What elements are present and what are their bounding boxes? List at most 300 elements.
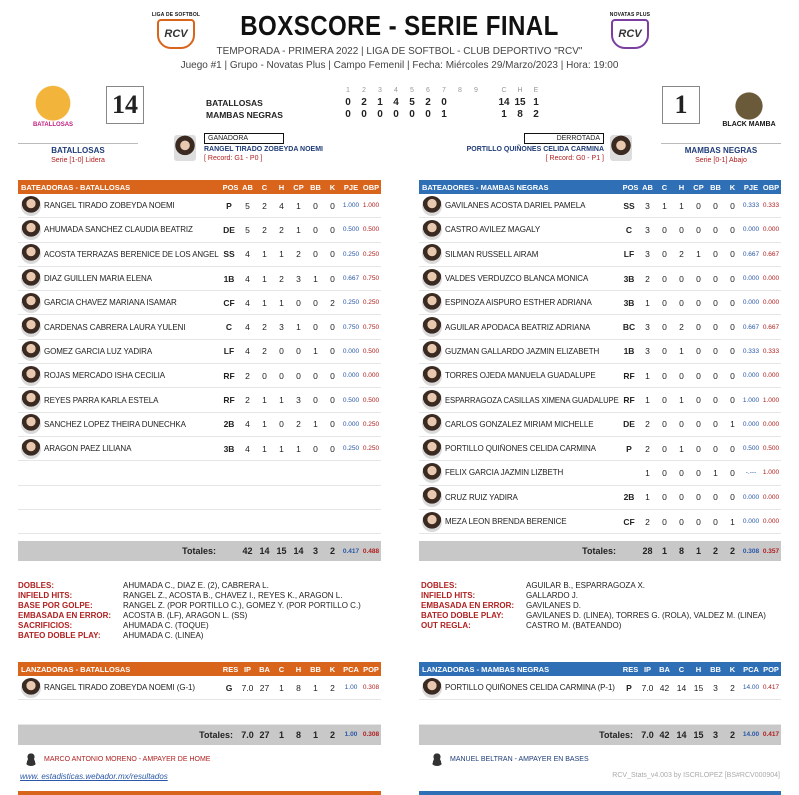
player-avatar <box>21 678 41 698</box>
stat-ab: 4 <box>245 322 250 333</box>
col-header: CP <box>693 182 704 192</box>
stat-ab: 2 <box>645 273 650 284</box>
stat-ab: 2 <box>645 443 650 454</box>
umpire-icon <box>430 752 444 766</box>
total-ba: 27 <box>259 729 270 740</box>
stat-pos: 3B <box>623 273 635 284</box>
stat-h: 0 <box>279 419 284 430</box>
rhe-e: 2 <box>533 109 539 120</box>
player-photo <box>419 317 445 337</box>
table-row <box>18 218 381 242</box>
stat-ab: 3 <box>645 322 650 333</box>
stat-k: 0 <box>330 322 335 333</box>
stat-c: 1 <box>262 273 267 284</box>
home-innings <box>340 109 544 121</box>
version-text: RCV_Stats_v4.003 by ISCRLOPEZ [BS#RCV000904] <box>612 772 780 779</box>
stat-pje: 0.250 <box>342 250 360 258</box>
inning-runs: 2 <box>361 97 367 108</box>
stat-obp: 0.500 <box>362 396 380 404</box>
stat-h: 1 <box>279 249 284 260</box>
empty-row <box>18 486 381 510</box>
stat-h: 0 <box>679 492 684 503</box>
note-line <box>18 581 381 591</box>
col-header: POP <box>363 664 379 674</box>
black-mamba-logo-icon <box>718 82 780 130</box>
stat-res: G <box>225 682 233 693</box>
player-name: GOMEZ GARCIA LUZ YADIRA <box>44 346 153 356</box>
stat-bb: 0 <box>313 224 318 235</box>
stat-pje: 1.000 <box>342 202 360 210</box>
stat-k: 1 <box>730 516 735 527</box>
player-name: GAVILANES ACOSTA DARIEL PAMELA <box>445 201 586 211</box>
stat-obp: 0.000 <box>762 226 780 234</box>
total-pca: 14.00 <box>742 731 760 739</box>
pitching-title: LANZADORAS - BATALLOSAS <box>21 664 131 674</box>
stat-cp: 0 <box>696 492 701 503</box>
stat-h: 1 <box>279 443 284 454</box>
col-header: H <box>695 664 702 674</box>
player-avatar <box>422 317 442 337</box>
game-info-line: Juego #1 | Grupo - Novatas Plus | Campo Femenil | Fecha: Miércoles 29/Marzo/2023 | Hora: 19:00 <box>180 60 619 71</box>
player-name: ESPARRAGOZA CASILLAS XIMENA GUADALUPE <box>445 395 619 405</box>
player-name: GUZMAN GALLARDO JAZMIN ELIZABETH <box>445 346 600 356</box>
stat-cp: 0 <box>696 224 701 235</box>
totals-label: Totales: <box>182 546 216 557</box>
stat-cp: 0 <box>696 273 701 284</box>
stat-obp: 1.000 <box>762 469 780 477</box>
total-cp: 1 <box>695 546 701 557</box>
player-name: SILMAN RUSSELL AIRAM <box>445 249 539 259</box>
col-header: H <box>278 182 285 192</box>
stat-obp: 0.750 <box>362 275 380 283</box>
stat-c: 0 <box>662 492 667 503</box>
stat-pje: 0.000 <box>742 299 760 307</box>
note-key: EMBASADA EN ERROR: <box>421 601 515 610</box>
stat-cp: 0 <box>296 297 301 308</box>
player-photo <box>419 269 445 289</box>
stat-bb: 0 <box>713 370 718 381</box>
inning-number: 5 <box>410 87 414 94</box>
results-link[interactable]: www. estadisticas.webador.mx/resultados <box>20 772 168 781</box>
player-photo <box>18 414 44 434</box>
stat-bb: 0 <box>313 297 318 308</box>
batting-totals <box>18 541 381 561</box>
stat-bb: 0 <box>713 516 718 527</box>
pitching-table-left <box>18 662 381 745</box>
batting-title: BATEADORAS - BATALLOSAS <box>21 182 131 192</box>
stat-obp: 0.250 <box>362 445 380 453</box>
stat-pos: P <box>626 443 632 454</box>
logo-text-2: RCV <box>618 28 642 40</box>
player-avatar <box>21 341 41 361</box>
stat-ab: 2 <box>245 395 250 406</box>
total-h: 15 <box>693 729 704 740</box>
stat-c: 0 <box>662 370 667 381</box>
stat-res: P <box>626 682 632 693</box>
stat-pje: 0.333 <box>742 202 760 210</box>
innings-header <box>340 87 544 94</box>
col-header: BA <box>659 664 670 674</box>
note-value: GAVILANES D. (LINEA), TORRES G. (ROLA), VALDEZ M. (LINEA) <box>526 611 766 620</box>
player-avatar <box>422 414 442 434</box>
stat-bb: 1 <box>313 682 318 693</box>
stat-obp: 0.000 <box>362 372 380 380</box>
inning-number: 2 <box>362 87 366 94</box>
stat-c: 0 <box>662 467 667 478</box>
stat-c: 0 <box>662 249 667 260</box>
pitching-header <box>419 662 781 676</box>
total-pje: 0.417 <box>342 547 360 555</box>
stat-h: 1 <box>679 443 684 454</box>
stat-cp: 1 <box>696 249 701 260</box>
stat-pje: 0.000 <box>742 493 760 501</box>
note-key: BASE POR GOLPE: <box>18 601 93 610</box>
stat-obp: 0.333 <box>762 202 780 210</box>
total-bb: 2 <box>712 546 718 557</box>
stat-ab: 1 <box>645 492 650 503</box>
stat-cp: 0 <box>696 322 701 333</box>
col-header: K <box>329 664 336 674</box>
player-avatar <box>422 463 442 483</box>
player-photo <box>419 196 445 216</box>
stat-c: 0 <box>262 370 267 381</box>
note-value: RANGEL Z. (POR PORTILLO C.), GOMEZ Y. (POR PORTILLO C.) <box>123 601 361 610</box>
season-line: TEMPORADA - PRIMERA 2022 | LIGA DE SOFTBOL - CLUB DEPORTIVO "RCV" <box>216 46 583 57</box>
stat-ab: 1 <box>645 370 650 381</box>
stat-ab: 4 <box>245 419 250 430</box>
stat-ab: 4 <box>245 443 250 454</box>
col-header: PCA <box>743 664 759 674</box>
stat-obp: 0.000 <box>762 299 780 307</box>
stat-obp: 0.500 <box>362 347 380 355</box>
stat-pje: 0.000 <box>342 347 360 355</box>
stat-pos: RF <box>223 370 235 381</box>
stat-c: 0 <box>662 346 667 357</box>
total-c: 1 <box>278 729 284 740</box>
winner-photo <box>174 135 196 161</box>
inning-number: 8 <box>458 87 462 94</box>
stat-h: 2 <box>679 249 684 260</box>
league-logo-caption: LIGA DE SOFTBOL <box>151 12 201 18</box>
col-header: IP <box>243 664 252 674</box>
player-photo <box>18 269 44 289</box>
player-name: ARAGON PAEZ LILIANA <box>44 444 132 454</box>
gap <box>18 534 381 541</box>
col-header: AB <box>242 182 253 192</box>
stat-pca: 1.00 <box>344 684 358 692</box>
inning-runs: 2 <box>425 97 431 108</box>
total-obp: 0.357 <box>762 547 780 555</box>
stat-k: 0 <box>730 297 735 308</box>
stat-h: 0 <box>679 467 684 478</box>
stat-k: 0 <box>330 370 335 381</box>
pitching-header <box>18 662 381 676</box>
stat-h: 8 <box>296 682 301 693</box>
player-name: RANGEL TIRADO ZOBEYDA NOEMI <box>44 201 175 211</box>
player-photo <box>419 366 445 386</box>
stat-obp: 0.250 <box>362 250 380 258</box>
stat-ab: 3 <box>645 224 650 235</box>
stat-k: 2 <box>330 297 335 308</box>
stat-pos: LF <box>623 249 635 260</box>
stat-ab: 1 <box>645 467 650 478</box>
stat-c: 1 <box>279 682 284 693</box>
stat-h: 0 <box>679 297 684 308</box>
empty-row <box>18 461 381 485</box>
player-name: REYES PARRA KARLA ESTELA <box>44 395 159 405</box>
inning-number: 4 <box>394 87 398 94</box>
left-team-name: BATALLOSAS <box>18 143 138 155</box>
batallosas-logo-icon <box>22 84 84 132</box>
stat-k: 0 <box>330 395 335 406</box>
stat-ab: 2 <box>645 419 650 430</box>
player-photo <box>419 463 445 483</box>
stat-pos: 1B <box>623 346 635 357</box>
umpire-icon <box>24 752 38 766</box>
stat-ab: 4 <box>245 273 250 284</box>
player-photo <box>419 487 445 507</box>
stat-pje: 0.000 <box>742 275 760 283</box>
rhe-e: 1 <box>533 97 539 108</box>
total-bb: 3 <box>312 546 318 557</box>
table-row <box>419 676 781 700</box>
col-header: BA <box>259 664 270 674</box>
stat-ab: 3 <box>645 249 650 260</box>
stat-c: 1 <box>262 395 267 406</box>
player-name: PORTILLO QUIÑONES CELIDA CARMINA <box>445 444 596 454</box>
stat-h: 1 <box>679 395 684 406</box>
stat-cp: 0 <box>696 297 701 308</box>
stat-obp: 0.667 <box>762 250 780 258</box>
total-h: 8 <box>295 729 301 740</box>
table-row <box>419 364 781 388</box>
note-line <box>421 601 781 611</box>
stat-pje: 0.667 <box>342 275 360 283</box>
stat-bb: 3 <box>713 682 718 693</box>
stat-c: 1 <box>262 443 267 454</box>
table-row <box>18 243 381 267</box>
table-row <box>18 291 381 315</box>
player-photo <box>18 220 44 240</box>
stat-pje: 0.250 <box>342 299 360 307</box>
note-value: AHUMADA C. (TOQUE) <box>123 621 209 630</box>
winner-record: [ Record: G1 - P0 ] <box>204 155 263 162</box>
rhe-h: 8 <box>517 109 523 120</box>
col-header: POS <box>222 182 239 192</box>
stat-k: 0 <box>330 273 335 284</box>
stat-bb: 0 <box>713 224 718 235</box>
left-team-series: Serie [1-0] Lidera <box>51 157 105 164</box>
stat-bb: 0 <box>713 273 718 284</box>
player-photo <box>18 244 44 264</box>
batting-title: BATEADORES - MAMBAS NEGRAS <box>422 182 549 192</box>
player-avatar <box>21 414 41 434</box>
total-bb: 1 <box>312 729 318 740</box>
table-row <box>419 315 781 339</box>
totals-label: Totales: <box>582 546 616 557</box>
stat-cp: 1 <box>296 322 301 333</box>
stat-pos: SS <box>223 249 235 260</box>
stat-pos: BC <box>622 322 636 333</box>
table-row <box>18 267 381 291</box>
note-value: GAVILANES D. <box>526 601 581 610</box>
stat-c: 0 <box>662 322 667 333</box>
player-avatar <box>422 293 442 313</box>
stat-k: 0 <box>330 224 335 235</box>
black-mamba-logo-text: BLACK MAMBA <box>722 84 776 128</box>
col-header: POS <box>622 182 639 192</box>
inning-runs: 0 <box>361 109 367 120</box>
page-title: BOXSCORE - SERIE FINAL <box>240 10 559 41</box>
table-row <box>419 218 781 242</box>
stat-pje: 0.250 <box>342 445 360 453</box>
stat-k: 0 <box>730 273 735 284</box>
stat-c: 1 <box>262 419 267 430</box>
note-line <box>18 621 381 631</box>
rhe-c: 1 <box>501 109 507 120</box>
stat-pje: 0.667 <box>742 323 760 331</box>
stat-obp: 0.750 <box>362 323 380 331</box>
stat-ab: 3 <box>645 346 650 357</box>
note-key: INFIELD HITS: <box>18 591 73 600</box>
table-row <box>419 437 781 461</box>
player-name: CARDENAS CABRERA LAURA YULENI <box>44 322 186 332</box>
player-photo <box>18 341 44 361</box>
loser-label: DERROTADA <box>524 133 604 144</box>
stat-ba: 27 <box>259 682 270 693</box>
col-header: BB <box>310 182 321 192</box>
note-value: AHUMADA C. (LINEA) <box>123 631 204 640</box>
inning-runs: 0 <box>441 97 447 108</box>
note-key: EMBASADA EN ERROR: <box>18 611 112 620</box>
stat-ab: 1 <box>645 297 650 308</box>
stat-h: 2 <box>279 273 284 284</box>
right-team-name: MAMBAS NEGRAS <box>661 143 781 155</box>
batting-table-right <box>419 180 781 561</box>
player-photo <box>419 390 445 410</box>
pitching-totals <box>419 725 781 745</box>
batting-totals <box>419 541 781 561</box>
col-header: C <box>678 664 685 674</box>
stat-ab: 4 <box>245 297 250 308</box>
col-header: BB <box>310 664 321 674</box>
col-header: RES <box>222 664 239 674</box>
total-pop: 0.417 <box>762 731 780 739</box>
stat-cp: 2 <box>296 419 301 430</box>
stat-cp: 0 <box>296 346 301 357</box>
totals-label: Totales: <box>599 729 633 740</box>
stat-h: 2 <box>679 322 684 333</box>
rhe-label: H <box>517 87 523 94</box>
total-obp: 0.488 <box>362 547 380 555</box>
stat-ab: 5 <box>245 200 250 211</box>
stat-obp: 0.000 <box>762 420 780 428</box>
table-row <box>419 486 781 510</box>
stat-pje: 0.000 <box>342 372 360 380</box>
stat-obp: 0.333 <box>762 347 780 355</box>
stat-ab: 3 <box>645 200 650 211</box>
stat-bb: 0 <box>713 492 718 503</box>
stat-cp: 0 <box>696 200 701 211</box>
stat-pje: 0.000 <box>742 420 760 428</box>
scoreboard-team-names <box>206 97 283 121</box>
total-c: 1 <box>661 546 667 557</box>
inning-number: 1 <box>346 87 350 94</box>
stat-pos: 3B <box>223 443 235 454</box>
stat-k: 2 <box>330 682 335 693</box>
stat-cp: 0 <box>696 419 701 430</box>
table-row <box>419 340 781 364</box>
table-row <box>419 461 781 485</box>
player-avatar <box>21 293 41 313</box>
winner-label: GANADORA <box>204 133 284 144</box>
stat-cp: 1 <box>296 443 301 454</box>
player-photo <box>18 317 44 337</box>
stat-pop: 0.417 <box>762 684 780 692</box>
player-name: CASTRO AVILEZ MAGALY <box>445 225 541 235</box>
table-row <box>419 510 781 534</box>
total-ab: 42 <box>242 546 253 557</box>
stat-h: 0 <box>679 370 684 381</box>
player-avatar <box>422 220 442 240</box>
stat-pje: 0.333 <box>742 347 760 355</box>
col-header: K <box>729 182 736 192</box>
player-avatar <box>21 269 41 289</box>
col-header: AB <box>642 182 653 192</box>
totals-label: Totales: <box>199 729 233 740</box>
stat-c: 0 <box>662 224 667 235</box>
total-ab: 28 <box>642 546 653 557</box>
player-photo <box>419 414 445 434</box>
stat-obp: 0.667 <box>762 323 780 331</box>
inning-runs: 0 <box>425 109 431 120</box>
total-k: 2 <box>729 729 735 740</box>
stat-bb: 0 <box>313 370 318 381</box>
player-name: VALDES VERDUZCO BLANCA MONICA <box>445 274 589 284</box>
note-value: RANGEL Z., ACOSTA B., CHAVEZ I., REYES K., ARAGON L. <box>123 591 343 600</box>
player-name: MEZA LEON BRENDA BERENICE <box>445 517 567 526</box>
player-avatar <box>422 244 442 264</box>
stat-bb: 0 <box>713 249 718 260</box>
stat-ab: 2 <box>645 516 650 527</box>
stat-c: 2 <box>262 346 267 357</box>
stat-pos: CF <box>623 516 635 527</box>
col-header: CP <box>293 182 304 192</box>
stat-pje: 0.000 <box>742 226 760 234</box>
col-header: K <box>329 182 336 192</box>
table-row <box>419 413 781 437</box>
stat-bb: 1 <box>713 467 718 478</box>
table-row <box>419 243 781 267</box>
pitching-totals <box>18 725 381 745</box>
player-name: ACOSTA TERRAZAS BERENICE DE LOS ANGEL <box>44 249 219 259</box>
stat-bb: 0 <box>313 200 318 211</box>
stat-pos: RF <box>623 370 635 381</box>
table-row <box>18 315 381 339</box>
player-photo <box>419 341 445 361</box>
player-photo <box>18 390 44 410</box>
note-key: OUT REGLA: <box>421 621 471 630</box>
away-innings <box>340 97 544 109</box>
stat-h: 15 <box>693 682 704 693</box>
stat-pos: P <box>226 200 232 211</box>
player-avatar <box>21 244 41 264</box>
player-photo <box>419 220 445 240</box>
home-score: 1 <box>662 86 700 124</box>
winner-name: RANGEL TIRADO ZOBEYDA NOEMI <box>204 146 324 153</box>
stat-c: 0 <box>662 395 667 406</box>
stat-h: 0 <box>279 346 284 357</box>
